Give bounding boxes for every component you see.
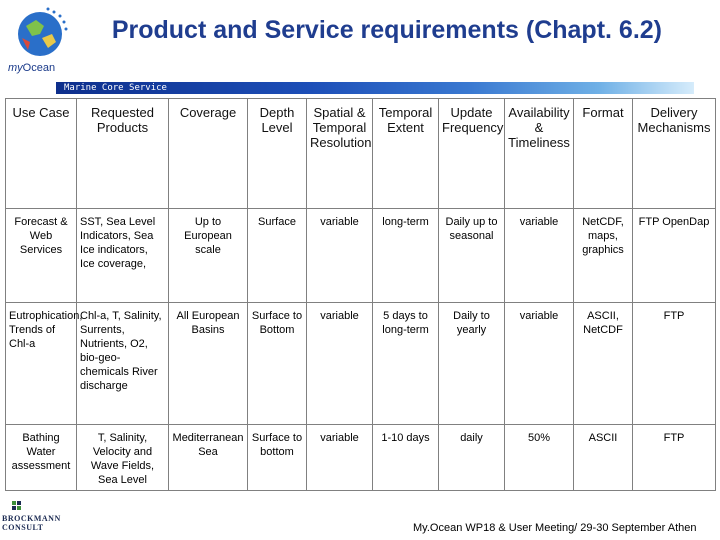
- table-cell: variable: [505, 303, 574, 425]
- table-cell: Mediterranean Sea: [169, 425, 248, 491]
- brockmann-mark-icon: [2, 500, 32, 514]
- header-requested-products: Requested Products: [77, 99, 169, 209]
- brockmann-line2: CONSULT: [2, 523, 44, 532]
- logo-ocean: Ocean: [22, 62, 56, 74]
- requirements-table: [5, 98, 716, 491]
- header-use-case: Use Case: [6, 99, 77, 209]
- table-cell: 5 days to long-term: [373, 303, 439, 425]
- table-cell: Forecast & Web Services: [6, 209, 77, 303]
- table-cell: NetCDF, maps, graphics: [574, 209, 633, 303]
- table-cell: variable: [307, 425, 373, 491]
- brockmann-line1: BROCKMANN: [2, 514, 61, 523]
- table-cell: Eutrophication, Trends of Chl-a: [6, 303, 77, 425]
- marine-core-service-banner: [56, 82, 694, 94]
- table-cell: Chl-a, T, Salinity, Surrents, Nutrients, O2, bio-geo-chemicals River discharge: [77, 303, 169, 425]
- header-coverage: Coverage: [169, 99, 248, 209]
- table-row: [6, 303, 716, 425]
- table-cell: FTP: [633, 425, 716, 491]
- table-cell: Daily to yearly: [439, 303, 505, 425]
- logo-my: my: [8, 62, 23, 74]
- table-cell: Bathing Water assessment: [6, 425, 77, 491]
- table-cell: ASCII: [574, 425, 633, 491]
- table-row: [6, 209, 716, 303]
- myocean-logo: [6, 4, 76, 80]
- page-title: Product and Service requirements (Chapt. 6.2): [111, 16, 662, 44]
- header-delivery-mechanisms: Delivery Mechanisms: [633, 99, 716, 209]
- table-cell: Surface to Bottom: [248, 303, 307, 425]
- header-depth-level: Depth Level: [248, 99, 307, 209]
- globe-icon: [14, 4, 70, 60]
- table-cell: long-term: [373, 209, 439, 303]
- table-row: [6, 425, 716, 491]
- header-update-frequency: Update Frequency: [439, 99, 505, 209]
- header-format: Format: [574, 99, 633, 209]
- header-temporal-extent: Temporal Extent: [373, 99, 439, 209]
- table-cell: FTP OpenDap: [633, 209, 716, 303]
- banner-label: Marine Core Service: [64, 83, 167, 93]
- table-cell: T, Salinity, Velocity and Wave Fields, Sea Level: [77, 425, 169, 491]
- footer-text: My.Ocean WP18 & User Meeting/ 29-30 September Athen: [413, 522, 697, 534]
- brockmann-consult-logo: [2, 500, 62, 536]
- table-cell: FTP: [633, 303, 716, 425]
- table-cell: Up to European scale: [169, 209, 248, 303]
- table-cell: Surface: [248, 209, 307, 303]
- table-cell: daily: [439, 425, 505, 491]
- table-cell: variable: [505, 209, 574, 303]
- table-cell: 1-10 days: [373, 425, 439, 491]
- table-cell: ASCII, NetCDF: [574, 303, 633, 425]
- table-cell: variable: [307, 303, 373, 425]
- table-cell: All European Basins: [169, 303, 248, 425]
- table-cell: SST, Sea Level Indicators, Sea Ice indicators, Ice coverage,: [77, 209, 169, 303]
- table-cell: variable: [307, 209, 373, 303]
- table-cell: Daily up to seasonal: [439, 209, 505, 303]
- table-cell: 50%: [505, 425, 574, 491]
- header-availability-timeliness: Availability & Timeliness: [505, 99, 574, 209]
- table-header-row: [6, 99, 716, 209]
- table-cell: Surface to bottom: [248, 425, 307, 491]
- header-spatial-temporal-resolution: Spatial & Temporal Resolution: [307, 99, 373, 209]
